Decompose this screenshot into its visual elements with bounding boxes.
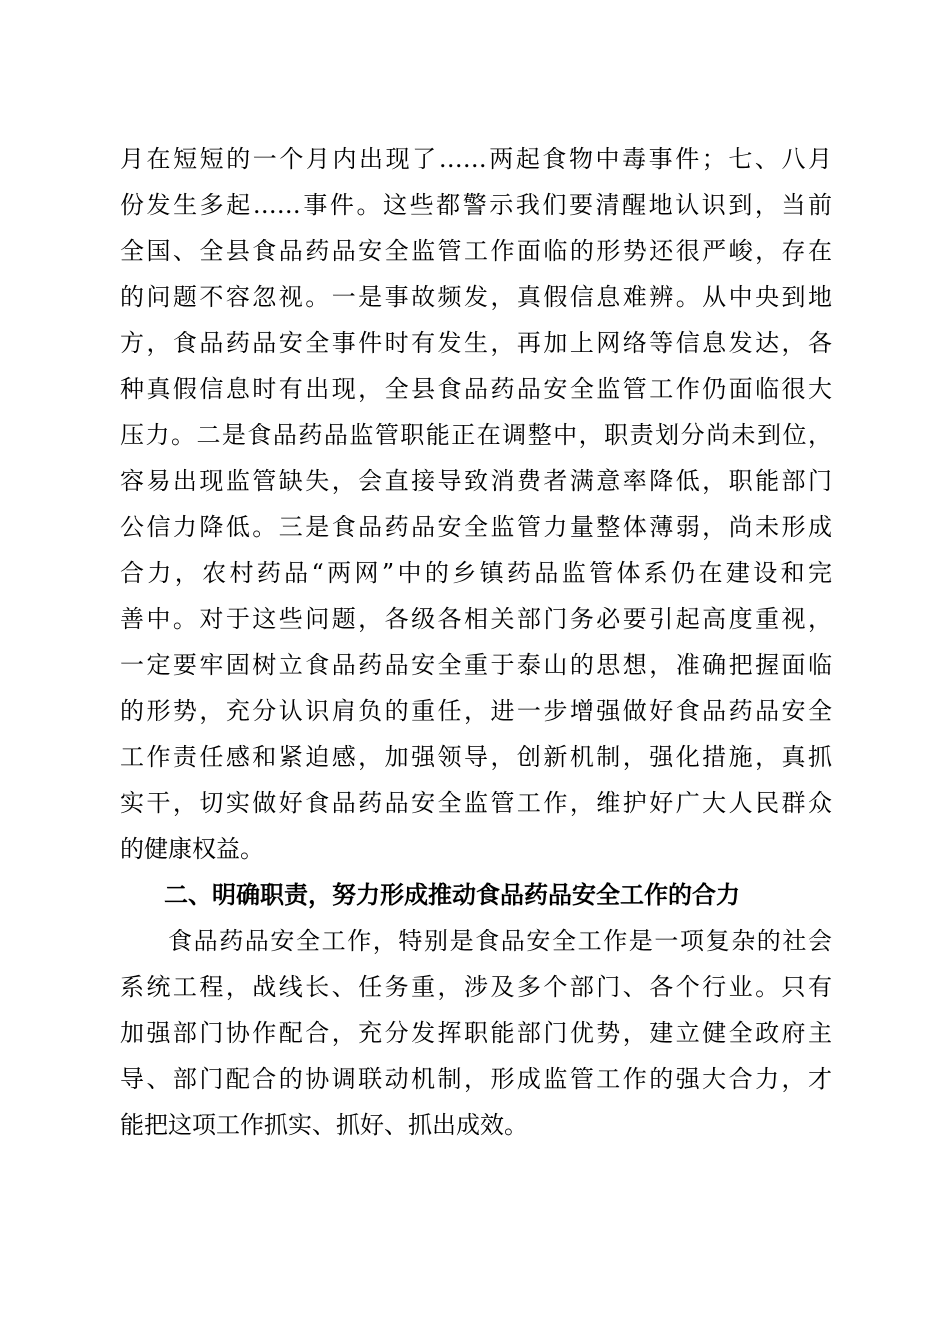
text-line: 全国、全县食品药品安全监管工作面临的形势还很严峻，存在 [120, 237, 832, 265]
text-line: 月在短短的一个月内出现了……两起食物中毒事件；七、八月 [120, 145, 832, 173]
text-line: 系统工程，战线长、任务重，涉及多个部门、各个行业。只有 [120, 973, 832, 1001]
text-line: 份发生多起……事件。这些都警示我们要清醒地认识到，当前 [120, 191, 832, 219]
text-line: 种真假信息时有出现，全县食品药品安全监管工作仍面临很大 [120, 375, 832, 403]
text-line: 实干，切实做好食品药品安全监管工作，维护好广大人民群众 [120, 789, 832, 817]
text-line: 容易出现监管缺失，会直接导致消费者满意率降低，职能部门 [120, 467, 832, 495]
text-line: 的形势，充分认识肩负的重任，进一步增强做好食品药品安全 [120, 697, 832, 725]
section-heading: 二、明确职责，努力形成推动食品药品安全工作的合力 [164, 881, 740, 909]
text-line: 善中。对于这些问题，各级各相关部门务必要引起高度重视， [120, 605, 832, 633]
text-line: 方，食品药品安全事件时有发生，再加上网络等信息发达，各 [120, 329, 832, 357]
text-line: 食品药品安全工作，特别是食品安全工作是一项复杂的社会 [168, 927, 832, 955]
text-line: 一定要牢固树立食品药品安全重于泰山的思想，准确把握面临 [120, 651, 832, 679]
text-line: 压力。二是食品药品监管职能正在调整中，职责划分尚未到位， [120, 421, 832, 449]
document-body [120, 136, 832, 1148]
text-line: 导、部门配合的协调联动机制，形成监管工作的强大合力，才 [120, 1065, 832, 1093]
paragraph-1 [120, 136, 832, 872]
paragraph-2 [120, 918, 832, 1148]
text-line: 工作责任感和紧迫感，加强领导，创新机制，强化措施，真抓 [120, 743, 832, 771]
text-line: 能把这项工作抓实、抓好、抓出成效。 [120, 1111, 528, 1139]
text-line: 加强部门协作配合，充分发挥职能部门优势，建立健全政府主 [120, 1019, 832, 1047]
text-line: 的健康权益。 [120, 835, 264, 863]
text-line: 的问题不容忽视。一是事故频发，真假信息难辨。从中央到地 [120, 283, 832, 311]
text-line: 合力，农村药品“两网”中的乡镇药品监管体系仍在建设和完 [120, 559, 832, 587]
text-line: 公信力降低。三是食品药品安全监管力量整体薄弱，尚未形成 [120, 513, 832, 541]
